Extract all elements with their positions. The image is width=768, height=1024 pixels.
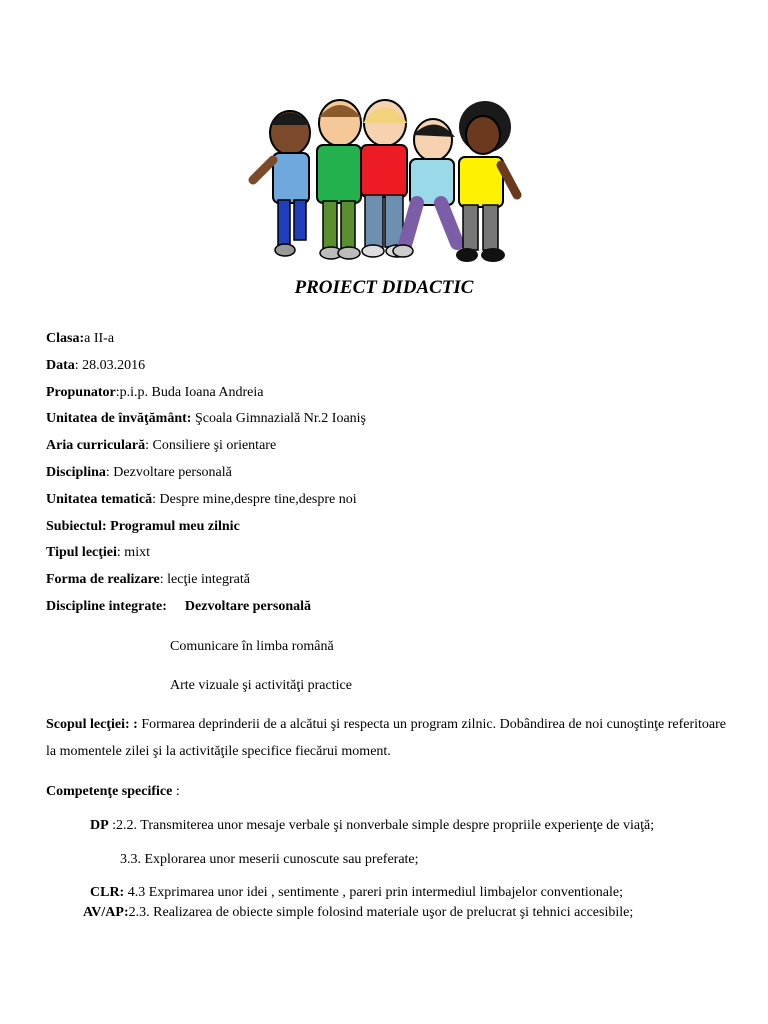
competences-heading: Competenţe specifice : (46, 784, 180, 799)
field-tipul-lectiei: Tipul lecţiei: mixt (46, 545, 150, 560)
child-figure (361, 100, 408, 257)
field-unitatea: Unitatea de învăţământ: Şcoala Gimnazială Nr.2 Ioaniş (46, 411, 366, 426)
child-figure (317, 100, 361, 259)
field-disciplina: Disciplina: Dezvoltare personală (46, 465, 232, 480)
lesson-scope: Scopul lecţiei: : Formarea deprinderii de a alcătui şi respecta un program zilnic. Dobândirea de noi cunoştinţe referitoare la momentele zilei şi la activităţile specifice fiecărui moment. (46, 717, 726, 759)
child-figure (253, 111, 310, 256)
competence-item: CLR: 4.3 Exprimarea unor idei , sentimente , pareri prin intermediul limbajelor conventionale; (90, 885, 624, 900)
field-propunator: Propunator:p.i.p. Buda Ioana Andreia (46, 385, 264, 400)
document-title: PROIECT DIDACTIC (294, 277, 474, 298)
field-aria: Aria curriculară: Consiliere şi orientare (46, 438, 277, 453)
field-discipline-integrate: Discipline integrate: Dezvoltare personală (46, 599, 312, 614)
field-forma-realizare: Forma de realizare: lecţie integrată (46, 572, 250, 587)
competence-item: DP :2.2. Transmiterea unor mesaje verbale şi nonverbale simple despre propriile experienţe de viaţă; (90, 818, 655, 833)
field-subiectul: Subiectul: Programul meu zilnic (46, 519, 240, 534)
field-data: Data: 28.03.2016 (46, 358, 146, 373)
child-figure (456, 101, 517, 262)
children-group-illustration (245, 95, 525, 270)
competence-item: AV/AP:2.3. Realizarea de obiecte simple folosind materiale uşor de prelucrat şi tehnici accesibile; (83, 905, 634, 920)
competence-item: 3.3. Explorarea unor meserii cunoscute sau preferate; (120, 852, 419, 867)
field-unitatea-tematica: Unitatea tematică: Despre mine,despre tine,despre noi (46, 492, 357, 507)
integrated-discipline-item: Comunicare în limba română (170, 639, 334, 654)
field-clasa: Clasa:a II-a (46, 331, 115, 346)
integrated-discipline-item: Arte vizuale şi activităţi practice (170, 678, 352, 693)
